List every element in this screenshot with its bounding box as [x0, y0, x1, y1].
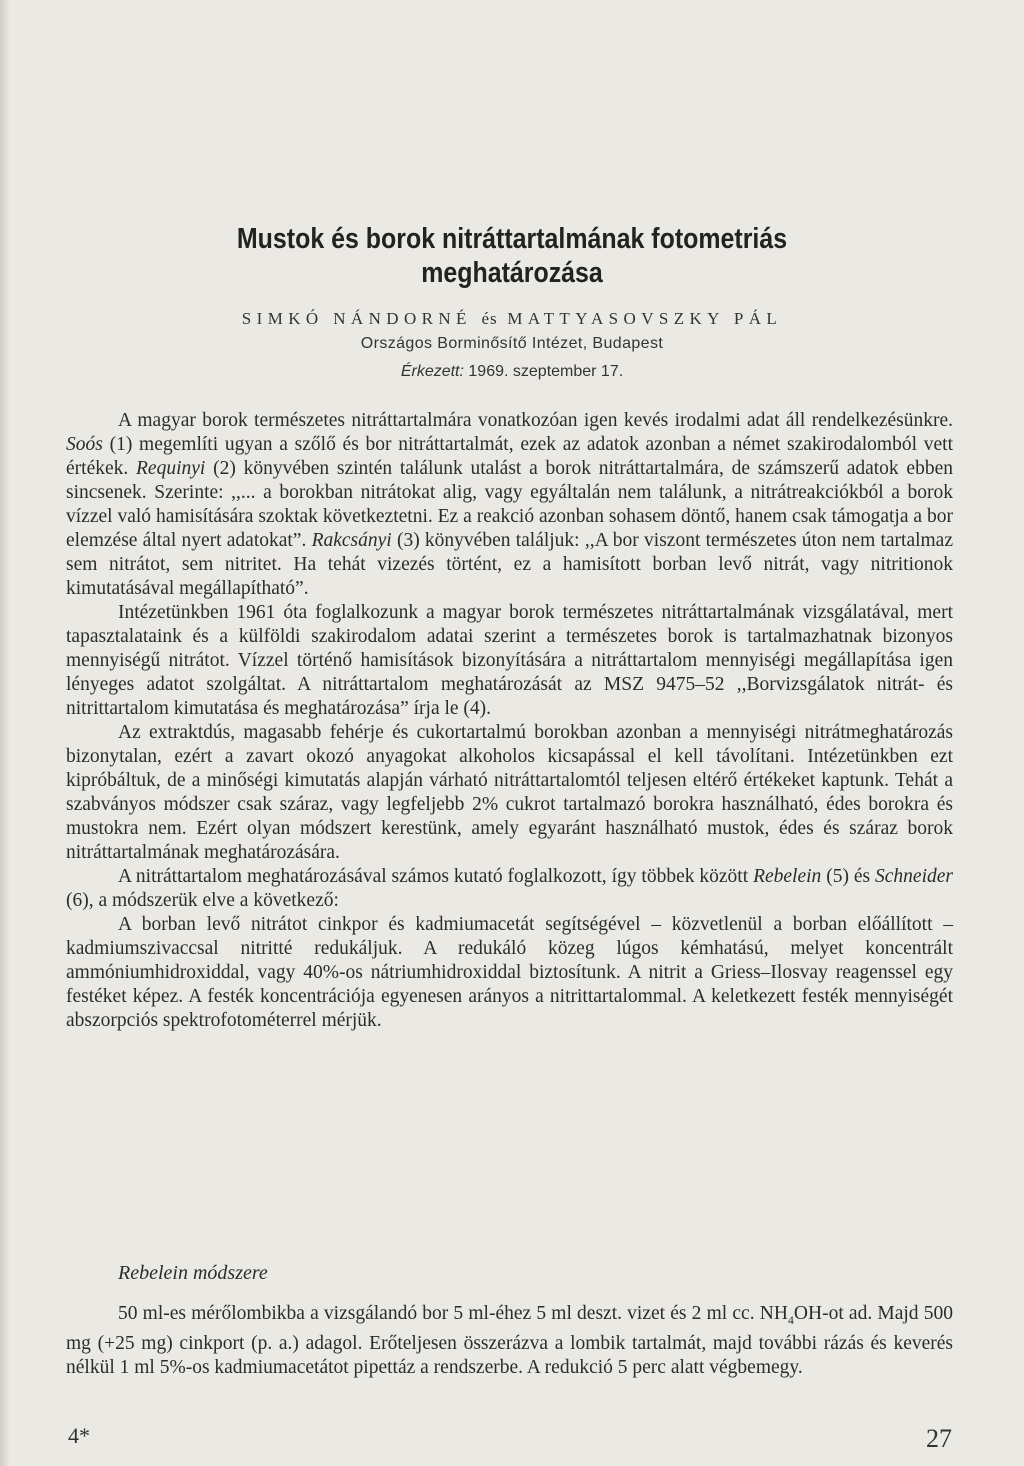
p1-text-a: A magyar borok természetes nitráttartalmára vonatkozóan igen kevés irodalmi adat áll rendelkezésünkre.: [118, 410, 953, 431]
p1-text-e: (2) könyvében szintén találunk utalást a borok nitráttartalmára, de számszerű adatok ebben sincsenek. Szerinte: ,,... a borokban nitrátokat alig, vagy egyáltalán nem találunk, a nitrátreakciókból a borok vízzel való hamisítására szoktak következtetni. Ez a reakció azonban sohasem döntő, hanem csak támogatja a bor elemzése által nyert adatokat”.: [66, 458, 953, 551]
section-heading: Rebelein módszere: [118, 1262, 268, 1284]
paragraph-5: A borban levő nitrátot cinkpor és kadmiumacetát segítségével – közvetlenül a borban előállított – kadmiumszivaccsal nitritté redukáljuk. A redukáló közeg lúgos kémhatású, melyet koncentrált ammóniumhidroxiddal, vagy 40%-os nátriumhidroxiddal biztosítunk. A nitrit a Griess–Ilosvay reagenssel egy festéket képez. A festék koncentrációja egyenesen arányos a nitrittartalommal. A keletkezett festék mennyiségét abszorpciós spektrofotométerrel mérjük.: [66, 914, 953, 1031]
p6-subscript: 4: [787, 1312, 794, 1327]
paragraph-2: Intézetünkben 1961 óta foglalkozunk a magyar borok természetes nitráttartalmának vizsgálatával, mert tapasztalataink és a külföldi szakirodalom adatai szerint a természetes borok is tartalmazhatnak bizonyos mennyiségű nitrátot. Vízzel történő hamisítások bizonyítására a nitráttartalom mennyiségi megállapítása igen lényeges adatot szolgáltat. A nitráttartalom meghatározását az MSZ 9475–52 ,,Borvizsgálatok nitrát- és nitrittartalom kimutatása és meghatározása” írja le (4).: [66, 602, 953, 719]
page-edge-shadow: [0, 0, 10, 1466]
section-body: [66, 1302, 953, 1380]
author-1: SIMKÓ NÁNDORNÉ: [241, 309, 472, 328]
institute: Országos Borminősítő Intézet, Budapest: [360, 335, 664, 352]
p1-text-g: (3) könyvében találjuk: ,,A bor viszont természetes úton nem tartalmaz sem nitrátot, sem nitritet. Ha tehát vizezés történt, ez a hamisított borban levő nitrát, vagy nitritionok kimutatásával megállapítható”.: [66, 530, 953, 599]
article-body: [66, 409, 953, 1033]
author-separator: és: [481, 309, 498, 328]
p1-author-soos: Soós: [66, 434, 103, 455]
paragraph-1: [66, 409, 953, 601]
p4-author-rebelein: Rebelein: [753, 866, 822, 887]
p1-text-c: (1) megemlíti ugyan a szőlő és bor nitráttartalmát, ezek az adatok azonban a német szakirodalomból vett értékek.: [66, 434, 953, 479]
page-number: 27: [926, 1424, 952, 1453]
authors: [100, 309, 924, 329]
p1-author-requinyi: Requinyi: [136, 458, 206, 479]
p1-author-rakcsanyi: Rakcsányi: [311, 530, 392, 551]
p4-author-schneider: Schneider: [875, 866, 954, 887]
p4-text-e: (6), a módszerük elve a következő:: [66, 890, 339, 911]
author-2: MATTYASOVSZKY PÁL: [507, 309, 783, 328]
received-label: Érkezett:: [400, 363, 464, 380]
received-date: 1969. szeptember 17.: [468, 363, 624, 380]
paragraph-6: [66, 1302, 953, 1380]
received-date-line: [100, 363, 924, 381]
paragraph-4: [66, 865, 953, 913]
p4-text-a: A nitráttartalom meghatározásával számos kutató foglalkozott, így többek között: [118, 866, 754, 887]
p6-text-b: OH-ot ad. Majd 500 mg (+25 mg) cinkport (p. a.) adagol. Erőteljesen összerázva a lombik tartalmát, majd további rázás és keverés nélkül 1 ml 5%-os kadmiumacetátot pipettáz a rendszerbe. A redukció 5 perc alatt végbemegy.: [66, 1303, 953, 1378]
paragraph-3: Az extraktdús, magasabb fehérje és cukortartalmú borokban azonban a mennyiségi nitrátmeghatározás bizonytalan, ezért a zavart okozó anyagokat alkoholos kicsapással el kell távolítani. Intézetünkben ezt kipróbáltuk, de a minőségi kimutatás alapján várható nitráttartalomtól teljesen eltérő értékeket kaptunk. Tehát a szabványos módszer csak száraz, vagy legfeljebb 2% cukrot tartalmazó borokra használható, édes borokra és mustokra nem. Ezért olyan módszert kerestünk, amely egyaránt használható mustok, édes és száraz borok nitráttartalmának meghatározására.: [66, 722, 953, 863]
article-title-line2: meghatározása: [421, 257, 603, 289]
p6-text-a: 50 ml-es mérőlombikba a vizsgálandó bor 5 ml-éhez 5 ml deszt. vizet és 2 ml cc. NH: [118, 1303, 788, 1324]
article-title-line1: Mustok és borok nitráttartalmának fotometriás: [236, 223, 788, 255]
signature-mark: 4*: [68, 1423, 90, 1448]
p4-text-c: (5) és: [821, 866, 876, 887]
